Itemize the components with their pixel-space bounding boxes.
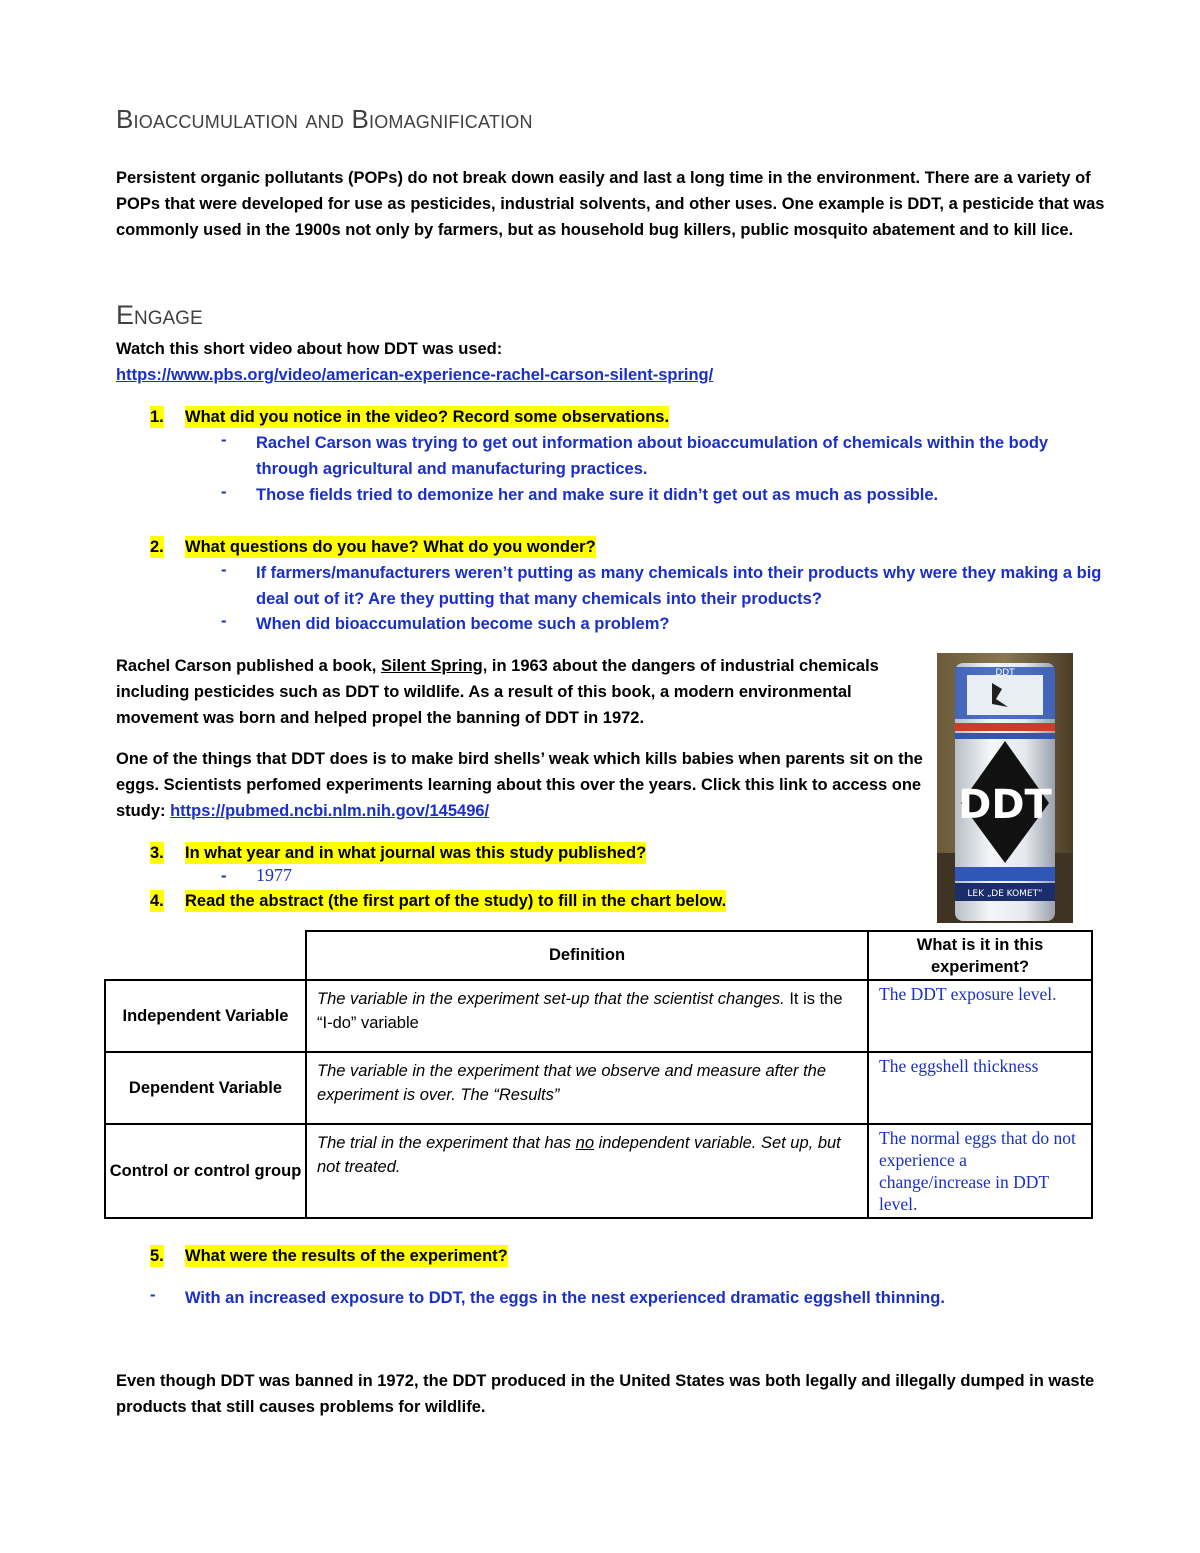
experiment-independent: The DDT exposure level. xyxy=(868,980,1092,1052)
table-row xyxy=(105,980,1092,1052)
row-label-independent: Independent Variable xyxy=(105,980,306,1052)
book-title: Silent Spring xyxy=(380,657,483,675)
question-1-number: 1. xyxy=(150,408,164,426)
question-3-number: 3. xyxy=(150,844,164,862)
answer-2b: When did bioaccumulation become such a problem? xyxy=(256,615,670,633)
final-paragraph: Even though DDT was banned in 1972, the DDT produced in the United States was both legally and illegally dumped in waste products that still causes problems for wildlife. xyxy=(116,1372,1095,1416)
bullet-dash: - xyxy=(221,561,227,579)
row-label-dependent: Dependent Variable xyxy=(105,1052,306,1124)
answer-3: 1977 xyxy=(256,865,292,885)
question-3-text: In what year and in what journal was this study published? xyxy=(185,844,647,862)
question-3 xyxy=(0,842,1200,866)
can-bottom-text: LEK „DE KOMET” xyxy=(967,889,1043,899)
table-header-definition: Definition xyxy=(306,931,868,980)
bullet-dash: - xyxy=(221,612,227,630)
can-ddt-text: DDT xyxy=(958,782,1052,828)
answer-1a: Rachel Carson was trying to get out information about bioaccumulation of chemicals within the body through agricultural and manufacturing practices. xyxy=(256,434,1049,478)
ddt-can-image xyxy=(937,653,1073,923)
ddt-paragraph: One of the things that DDT does is to make bird shells’ weak which kills babies when parents sit on the eggs. Scientists perfomed experiments learning about this over the years. Click this link to access one study: https://pubmed.ncbi.nlm.nih.gov/145496/ xyxy=(116,750,923,820)
can-top-text: DDT xyxy=(995,668,1015,678)
answer-1b: Those fields tried to demonize her and make sure it didn’t get out as much as possible. xyxy=(256,486,939,504)
intro-paragraph: Persistent organic pollutants (POPs) do not break down easily and last a long time in the environment. There are a variety of POPs that were developed for use as pesticides, industrial solvents, and other uses. One example is DDT, a pesticide that was commonly used in the 1900s not only by farmers, but as household bug killers, public mosquito abatement and to kill lice. xyxy=(116,169,1105,239)
bullet-dash: - xyxy=(221,483,227,501)
video-link[interactable]: https://www.pbs.org/video/american-experience-rachel-carson-silent-spring/ xyxy=(116,366,714,384)
question-2-text: What questions do you have? What do you wonder? xyxy=(185,538,596,556)
definition-independent: The variable in the experiment set-up that the scientist changes. It is the “I-do” variable xyxy=(306,980,868,1052)
table-row xyxy=(105,1052,1092,1124)
carson-paragraph: Rachel Carson published a book, Silent Spring, in 1963 about the dangers of industrial chemicals including pesticides such as DDT to wildlife. As a result of this book, a modern environmental movement was born and helped propel the banning of DDT in 1972. xyxy=(116,657,879,727)
question-4 xyxy=(0,890,1200,914)
question-5 xyxy=(0,1245,1200,1269)
answer-5: With an increased exposure to DDT, the eggs in the nest experienced dramatic eggshell thinning. xyxy=(185,1289,945,1307)
table-row xyxy=(105,1124,1092,1218)
question-1-text: What did you notice in the video? Record some observations. xyxy=(185,408,670,426)
bullet-dash: - xyxy=(221,867,227,885)
table-header-experiment: What is it in this experiment? xyxy=(868,931,1092,980)
table-corner xyxy=(105,931,306,980)
variables-table xyxy=(104,930,1093,1219)
definition-dependent: The variable in the experiment that we observe and measure after the experiment is over. The “Results” xyxy=(306,1052,868,1124)
answer-2a: If farmers/manufacturers weren’t putting as many chemicals into their products why were they making a big deal out of it? Are they putting that many chemicals into their products? xyxy=(256,564,1102,608)
watch-text: Watch this short video about how DDT was used: xyxy=(116,340,503,358)
engage-heading: Engage xyxy=(116,300,203,330)
study-link[interactable]: https://pubmed.ncbi.nlm.nih.gov/145496/ xyxy=(170,802,490,820)
watch-paragraph xyxy=(116,336,1106,388)
question-2 xyxy=(0,536,1200,560)
page-title: Bioaccumulation and Biomagnification xyxy=(116,104,533,134)
question-4-text: Read the abstract (the first part of the study) to fill in the chart below. xyxy=(185,892,727,910)
question-5-text: What were the results of the experiment? xyxy=(185,1247,508,1265)
question-5-number: 5. xyxy=(150,1247,164,1265)
bullet-dash: - xyxy=(150,1286,156,1304)
definition-control: The trial in the experiment that has no independent variable. Set up, but not treated. xyxy=(306,1124,868,1218)
bullet-dash: - xyxy=(221,431,227,449)
row-label-control: Control or control group xyxy=(105,1124,306,1218)
question-1 xyxy=(0,406,1200,430)
experiment-dependent: The eggshell thickness xyxy=(868,1052,1092,1124)
experiment-control: The normal eggs that do not experience a change/increase in DDT level. xyxy=(868,1124,1092,1218)
question-2-number: 2. xyxy=(150,538,164,556)
question-4-number: 4. xyxy=(150,892,164,910)
